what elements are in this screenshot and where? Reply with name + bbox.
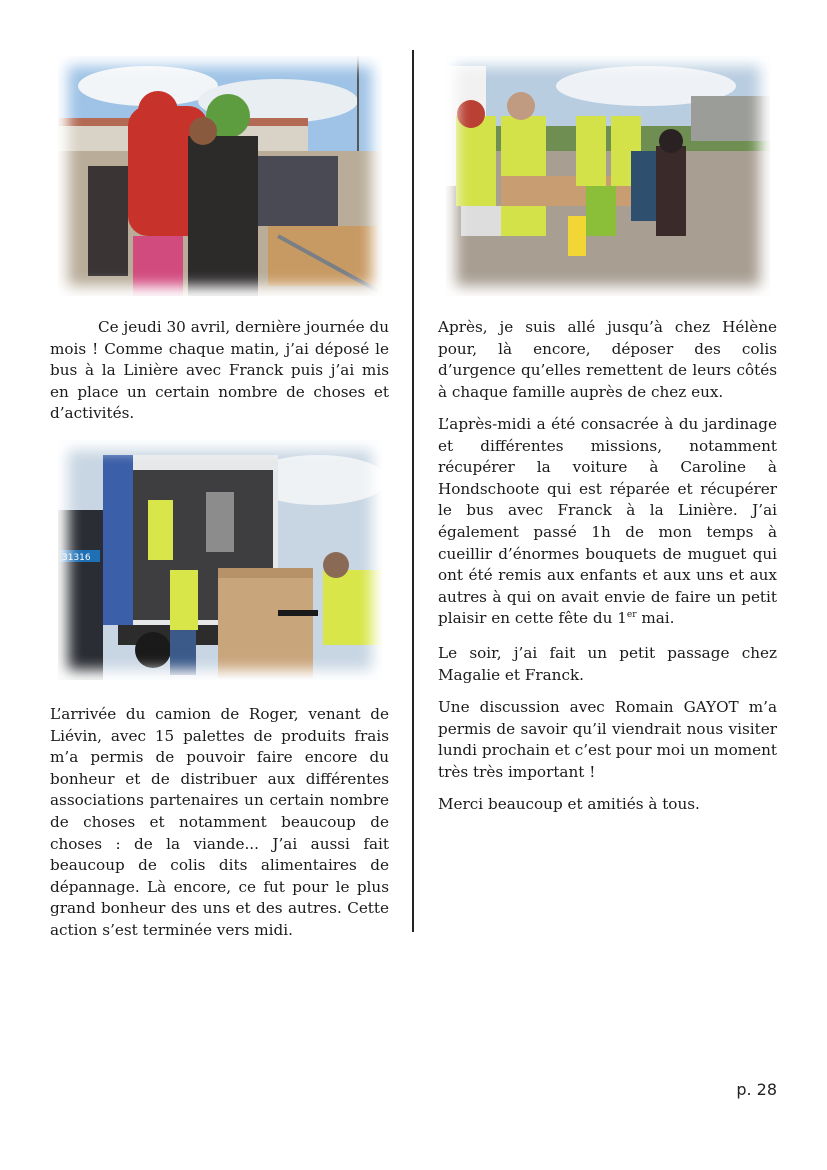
right-paragraph-1: Après, je suis allé jusqu’à chez Hélène pour, là encore, déposer des colis d’urgence qu’elles remettent de leurs côtés à chaque famille auprès de chez eux. <box>438 318 777 401</box>
truck-plate-text: 31316 <box>62 553 91 563</box>
right-paragraph-2-end: mai. <box>636 609 675 628</box>
ordinal-superscript: er <box>626 610 637 621</box>
right-paragraph-2 <box>438 414 777 630</box>
photo-volunteers-children <box>446 56 770 296</box>
column-divider <box>412 50 414 932</box>
left-paragraph-1: Ce jeudi 30 avril, dernière journée du mois ! Comme chaque matin, j’ai déposé le bus à la Linière avec Franck puis j’ai mis en place un certain nombre de choses et d’activités. <box>50 318 389 423</box>
right-paragraph-3: Le soir, j’ai fait un petit passage chez Magalie et Franck. <box>438 644 777 684</box>
left-paragraph-2: L’arrivée du camion de Roger, venant de Liévin, avec 15 palettes de produits frais m’a permis de pouvoir faire encore du bonheur et de distribuer aux différentes associations partenaires un certain nombre de choses et notamment beaucoup de choses : de la viande... J’ai aussi fait beaucoup de colis dits alimentaires de dépannage. Là encore, ce fut pour le plus grand bonheur des uns et des autres. Cette action s’est terminée vers midi. <box>50 705 389 939</box>
right-paragraph-2-text: L’après-midi a été consacrée à du jardinage et différentes missions, notamment récupérer la voiture à Caroline à Hondschoote qui est réparée et récupérer le bus avec Franck à la Linière. J’ai également passé 1h de mon temps à cueillir d’énormes bouquets de muguet qui ont été remis aux enfants et aux uns et aux autres à qui on avait envie de faire un petit plaisir en cette fête du 1 <box>438 415 777 628</box>
right-paragraph-5: Merci beaucoup et amitiés à tous. <box>438 795 700 813</box>
photo-distribution-family <box>58 56 382 296</box>
right-paragraph-4: Une discussion avec Romain GAYOT m’a permis de savoir qu’il viendrait nous visiter lundi prochain et c’est pour moi un moment très très important ! <box>438 698 777 781</box>
photo-truck-unloading <box>58 440 382 680</box>
page-number: p. 28 <box>736 1080 777 1099</box>
